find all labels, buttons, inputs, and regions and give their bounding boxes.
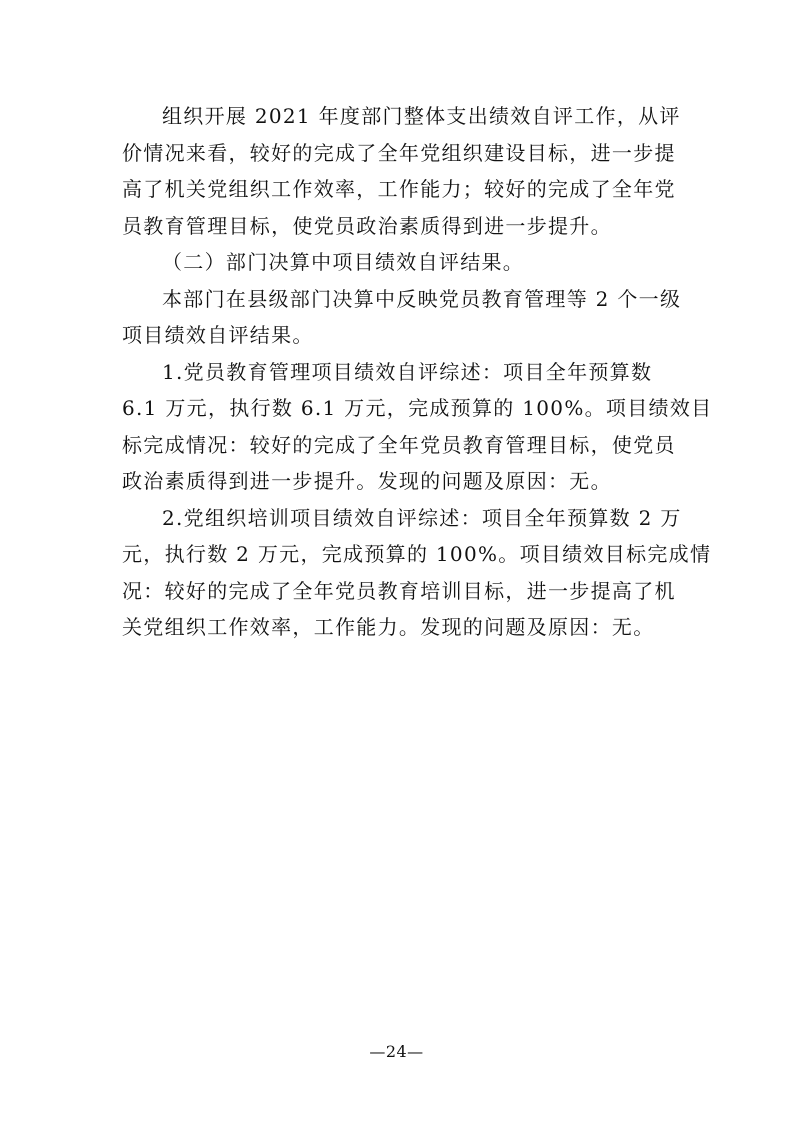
item-2-line-3: 况：较好的完成了全年党员教育培训目标，进一步提高了机 — [122, 578, 676, 603]
item-2-line-1: 2.党组织培训项目绩效自评综述：项目全年预算数 2 万 — [162, 505, 682, 530]
paragraph-performance-line-3: 高了机关党组织工作效率，工作能力；较好的完成了全年党 — [122, 177, 676, 201]
item-1-line-4: 政治素质得到进一步提升。发现的问题及原因：无。 — [122, 469, 612, 493]
paragraph-performance-line-2: 价情况来看，较好的完成了全年党组织建设目标，进一步提 — [122, 140, 676, 165]
item-2-line-4: 关党组织工作效率，工作能力。发现的问题及原因：无。 — [122, 615, 655, 639]
paragraph-performance-line-1: 组织开展 2021 年度部门整体支出绩效自评工作，从评 — [162, 104, 681, 128]
item-1-line-1: 1.党员教育管理项目绩效自评综述：项目全年预算数 — [162, 359, 653, 384]
item-1-line-2: 6.1 万元，执行数 6.1 万元，完成预算的 100%。项目绩效目 — [122, 396, 713, 420]
item-2-line-2: 元，执行数 2 万元，完成预算的 100%。项目绩效目标完成情 — [122, 542, 712, 566]
document-body — [122, 98, 713, 646]
section-heading-project-results: （二）部门决算中项目绩效自评结果。 — [162, 250, 525, 274]
paragraph-summary-line-1: 本部门在县级部门决算中反映党员教育管理等 2 个一级 — [162, 286, 682, 311]
paragraph-summary-line-2: 项目绩效自评结果。 — [122, 323, 314, 347]
paragraph-performance-line-4: 员教育管理目标，使党员政治素质得到进一步提升。 — [122, 213, 612, 238]
page-number: —24— — [369, 1042, 424, 1061]
item-1-line-3: 标完成情况：较好的完成了全年党员教育管理目标，使党员 — [122, 432, 676, 457]
